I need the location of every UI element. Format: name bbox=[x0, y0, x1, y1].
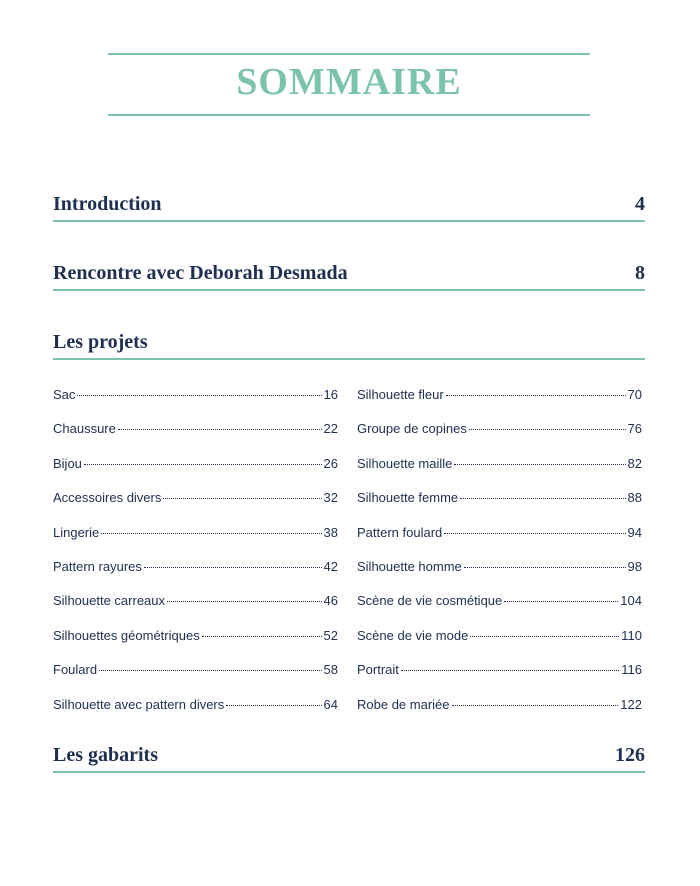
toc-entry-label: Scène de vie cosmétique bbox=[357, 593, 503, 609]
toc-entry-page: 88 bbox=[627, 490, 642, 506]
toc-entry[interactable] bbox=[357, 697, 642, 731]
toc-entry[interactable] bbox=[53, 697, 338, 731]
section-rule bbox=[53, 358, 645, 360]
toc-entry[interactable] bbox=[53, 525, 338, 559]
toc-entry[interactable] bbox=[53, 628, 338, 662]
toc-entry-label: Silhouette homme bbox=[357, 558, 462, 574]
toc-entry-page: 46 bbox=[323, 593, 338, 609]
toc-entry-label: Portrait bbox=[357, 662, 399, 678]
leader-dots bbox=[144, 567, 322, 568]
toc-left-column bbox=[53, 387, 338, 731]
leader-dots bbox=[202, 636, 322, 637]
toc-entry-label: Lingerie bbox=[53, 524, 100, 540]
toc-entry[interactable] bbox=[53, 662, 338, 696]
section-introduction bbox=[53, 193, 645, 219]
toc-entry[interactable] bbox=[357, 628, 642, 662]
toc-entry[interactable] bbox=[357, 662, 642, 696]
toc-entry-label: Silhouette fleur bbox=[357, 387, 444, 402]
leader-dots bbox=[226, 705, 321, 706]
toc-entry[interactable] bbox=[357, 490, 642, 524]
toc-entry-label: Sac bbox=[53, 387, 76, 402]
leader-dots bbox=[504, 601, 618, 602]
section-page: 4 bbox=[635, 193, 645, 215]
toc-entry[interactable] bbox=[53, 593, 338, 627]
section-label: Introduction bbox=[53, 193, 162, 215]
toc-entry[interactable] bbox=[357, 456, 642, 490]
section-page: 8 bbox=[635, 262, 645, 284]
leader-dots bbox=[464, 567, 626, 568]
toc-entry-label: Silhouette femme bbox=[357, 490, 459, 506]
toc-entry-page: 32 bbox=[323, 490, 338, 506]
leader-dots bbox=[163, 498, 321, 499]
toc-entry-label: Bijou bbox=[53, 455, 82, 471]
toc-entry-page: 22 bbox=[323, 421, 338, 437]
toc-entry-label: Pattern rayures bbox=[53, 558, 142, 574]
toc-entry[interactable] bbox=[53, 387, 338, 421]
section-gabarits bbox=[53, 744, 645, 770]
toc-right-column bbox=[357, 387, 642, 731]
toc-entry-page: 58 bbox=[323, 662, 338, 678]
section-label: Rencontre avec Deborah Desmada bbox=[53, 262, 348, 284]
toc-entry-label: Scène de vie mode bbox=[357, 627, 469, 643]
toc-entry-page: 122 bbox=[620, 696, 642, 712]
toc-entry[interactable] bbox=[53, 456, 338, 490]
leader-dots bbox=[167, 601, 322, 602]
leader-dots bbox=[77, 395, 321, 396]
section-rule bbox=[53, 289, 645, 291]
toc-entry-page: 94 bbox=[627, 524, 642, 540]
leader-dots bbox=[118, 429, 322, 430]
section-page: 126 bbox=[615, 744, 645, 766]
toc-entry-label: Robe de mariée bbox=[357, 696, 450, 712]
toc-entry-page: 38 bbox=[323, 524, 338, 540]
toc-entry-page: 98 bbox=[627, 558, 642, 574]
title-rule-bottom bbox=[108, 114, 590, 116]
leader-dots bbox=[446, 395, 626, 396]
leader-dots bbox=[454, 464, 625, 465]
toc-entry[interactable] bbox=[357, 421, 642, 455]
leader-dots bbox=[444, 533, 625, 534]
section-rule bbox=[53, 220, 645, 222]
toc-entry[interactable] bbox=[357, 387, 642, 421]
section-label: Les projets bbox=[53, 331, 148, 353]
toc-entry[interactable] bbox=[357, 593, 642, 627]
toc-entry[interactable] bbox=[357, 559, 642, 593]
leader-dots bbox=[460, 498, 625, 499]
toc-entry-page: 116 bbox=[621, 662, 642, 678]
toc-entry-page: 42 bbox=[323, 558, 338, 574]
toc-entry-page: 64 bbox=[323, 696, 338, 712]
toc-entry-label: Chaussure bbox=[53, 421, 116, 437]
section-rule bbox=[53, 771, 645, 773]
toc-entry-label: Silhouette maille bbox=[357, 455, 453, 471]
title-rule-top bbox=[108, 53, 590, 55]
toc-entry-label: Foulard bbox=[53, 662, 98, 678]
leader-dots bbox=[452, 705, 619, 706]
toc-entry-label: Silhouette carreaux bbox=[53, 593, 166, 609]
toc-entry-label: Silhouettes géométriques bbox=[53, 627, 200, 643]
leader-dots bbox=[469, 429, 626, 430]
leader-dots bbox=[84, 464, 322, 465]
leader-dots bbox=[101, 533, 321, 534]
section-rencontre bbox=[53, 262, 645, 288]
toc-entry-page: 52 bbox=[323, 627, 338, 643]
toc-entry-page: 26 bbox=[323, 455, 338, 471]
toc-entry-page: 104 bbox=[620, 593, 642, 609]
toc-entry-label: Accessoires divers bbox=[53, 490, 162, 506]
section-projets bbox=[53, 331, 645, 357]
toc-entry[interactable] bbox=[53, 421, 338, 455]
section-label: Les gabarits bbox=[53, 744, 158, 766]
toc-entry[interactable] bbox=[357, 525, 642, 559]
leader-dots bbox=[99, 670, 321, 671]
toc-entry-page: 76 bbox=[627, 421, 642, 437]
toc-entry-label: Pattern foulard bbox=[357, 524, 443, 540]
toc-entry[interactable] bbox=[53, 490, 338, 524]
toc-entry[interactable] bbox=[53, 559, 338, 593]
page-title: SOMMAIRE bbox=[236, 61, 462, 103]
leader-dots bbox=[401, 670, 619, 671]
toc-entry-page: 110 bbox=[621, 627, 642, 643]
toc-entry-page: 70 bbox=[627, 387, 642, 402]
toc-entry-page: 82 bbox=[627, 455, 642, 471]
leader-dots bbox=[470, 636, 619, 637]
toc-entry-page: 16 bbox=[323, 387, 338, 402]
toc-entry-label: Groupe de copines bbox=[357, 421, 467, 437]
toc-entry-label: Silhouette avec pattern divers bbox=[53, 696, 225, 712]
